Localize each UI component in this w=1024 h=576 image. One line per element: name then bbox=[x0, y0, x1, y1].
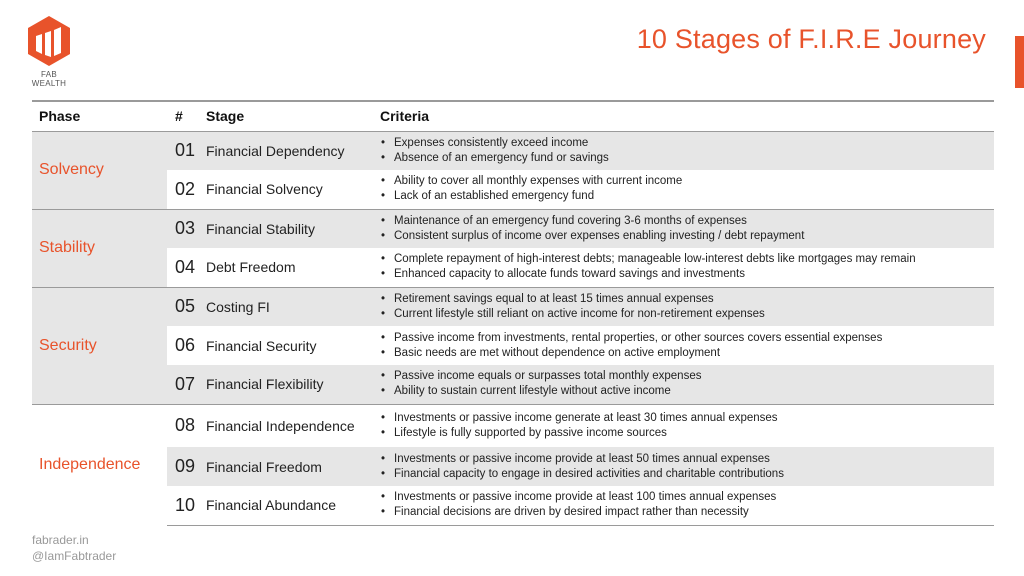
table-header-row bbox=[32, 101, 994, 131]
criteria-item: • Retirement savings equal to at least 15 times annual expenses bbox=[380, 292, 994, 307]
stage-name: Financial Security bbox=[206, 337, 317, 354]
table-row bbox=[32, 365, 994, 404]
table-row bbox=[32, 248, 994, 287]
stage-criteria bbox=[380, 326, 994, 365]
table-row bbox=[32, 486, 994, 525]
criteria-item: • Complete repayment of high-interest debts; manageable low-interest debts like mortgages may remain bbox=[380, 252, 994, 267]
criteria-item: • Investments or passive income provide at least 50 times annual expenses bbox=[380, 452, 994, 467]
criteria-item: • Ability to sustain current lifestyle without active income bbox=[380, 384, 994, 399]
stage-number: 10 bbox=[167, 486, 206, 525]
stage-name: Costing FI bbox=[206, 287, 380, 326]
stage-number: 07 bbox=[167, 365, 206, 404]
phase-stability: Stability bbox=[32, 209, 167, 287]
stage-name: Financial Dependency bbox=[206, 131, 380, 170]
criteria-item: • Ability to cover all monthly expenses with current income bbox=[380, 174, 994, 189]
stage-criteria bbox=[380, 170, 994, 209]
page-title: 10 Stages of F.I.R.E Journey bbox=[636, 24, 986, 54]
footer-handle: @IamFabtrader bbox=[32, 549, 117, 563]
stage-number: 09 bbox=[167, 447, 206, 486]
stage-number: 08 bbox=[167, 404, 206, 447]
stage-criteria bbox=[380, 447, 994, 486]
criteria-item: • Lack of an established emergency fund bbox=[380, 189, 994, 204]
criteria-item: • Absence of an emergency fund or savings bbox=[380, 151, 994, 166]
phase-security: Security bbox=[32, 287, 167, 404]
table-row bbox=[32, 170, 994, 209]
stage-name: Financial Stability bbox=[206, 209, 380, 248]
stage-number: 03 bbox=[167, 209, 206, 248]
header-criteria: Criteria bbox=[380, 101, 994, 131]
table-row bbox=[32, 131, 994, 170]
stage-name: Financial Abundance bbox=[206, 486, 380, 525]
criteria-item: • Financial capacity to engage in desired activities and charitable contributions bbox=[380, 467, 994, 482]
criteria-item: • Maintenance of an emergency fund covering 3-6 months of expenses bbox=[380, 214, 994, 229]
footer-site: fabrader.in bbox=[32, 533, 89, 547]
criteria-item: • Expenses consistently exceed income bbox=[380, 136, 994, 151]
criteria-item: • Passive income equals or surpasses total monthly expenses bbox=[380, 369, 994, 384]
stage-name: Financial Independence bbox=[206, 404, 380, 447]
stage-criteria bbox=[380, 486, 994, 525]
logo-line-1: FAB bbox=[40, 70, 58, 79]
stage-criteria bbox=[380, 209, 994, 248]
stage-name: Financial Freedom bbox=[206, 447, 380, 486]
stage-criteria bbox=[380, 287, 994, 326]
stage-number: 01 bbox=[167, 131, 206, 170]
stage-name: Financial Solvency bbox=[206, 181, 323, 198]
stage-criteria bbox=[380, 365, 994, 404]
criteria-item: • Passive income from investments, rental properties, or other sources covers essential expenses bbox=[380, 331, 994, 346]
stage-number: 06 bbox=[175, 335, 196, 355]
criteria-item: • Basic needs are met without dependence on active employment bbox=[380, 346, 994, 361]
criteria-item: • Current lifestyle still reliant on active income for non-retirement expenses bbox=[380, 307, 994, 322]
stage-number: 02 bbox=[175, 178, 196, 199]
criteria-item: • Investments or passive income generate at least 30 times annual expenses bbox=[380, 411, 994, 426]
table-row bbox=[32, 326, 994, 365]
criteria-item: • Lifestyle is fully supported by passive income sources bbox=[380, 426, 994, 441]
logo-line-2: WEALTH bbox=[31, 79, 67, 88]
criteria-item: • Investments or passive income provide at least 100 times annual expenses bbox=[380, 490, 994, 505]
table-row bbox=[32, 447, 994, 486]
stage-number: 04 bbox=[175, 256, 196, 277]
header-number: # bbox=[167, 101, 206, 131]
header-stage: Stage bbox=[206, 101, 380, 131]
phase-independence: Independence bbox=[32, 404, 167, 525]
brand-logo bbox=[22, 14, 76, 88]
criteria-item: • Enhanced capacity to allocate funds toward savings and investments bbox=[380, 267, 994, 282]
stage-criteria bbox=[380, 248, 994, 287]
stage-number: 05 bbox=[167, 287, 206, 326]
stage-criteria bbox=[380, 131, 994, 170]
phase-solvency: Solvency bbox=[32, 131, 167, 209]
table-row bbox=[32, 404, 994, 447]
header-phase: Phase bbox=[32, 101, 167, 131]
criteria-item: • Consistent surplus of income over expenses enabling investing / debt repayment bbox=[380, 229, 994, 244]
logo-text bbox=[22, 70, 76, 88]
stage-criteria bbox=[380, 404, 994, 447]
stage-name: Financial Flexibility bbox=[206, 365, 380, 404]
fab-wealth-logo-icon bbox=[24, 14, 74, 68]
table-row bbox=[32, 287, 994, 326]
accent-bar bbox=[1015, 36, 1024, 88]
criteria-item: • Financial decisions are driven by desired impact rather than necessity bbox=[380, 505, 994, 520]
fire-stages-table bbox=[32, 100, 994, 526]
stage-name: Debt Freedom bbox=[206, 259, 296, 276]
table-row bbox=[32, 209, 994, 248]
footer bbox=[32, 532, 116, 564]
